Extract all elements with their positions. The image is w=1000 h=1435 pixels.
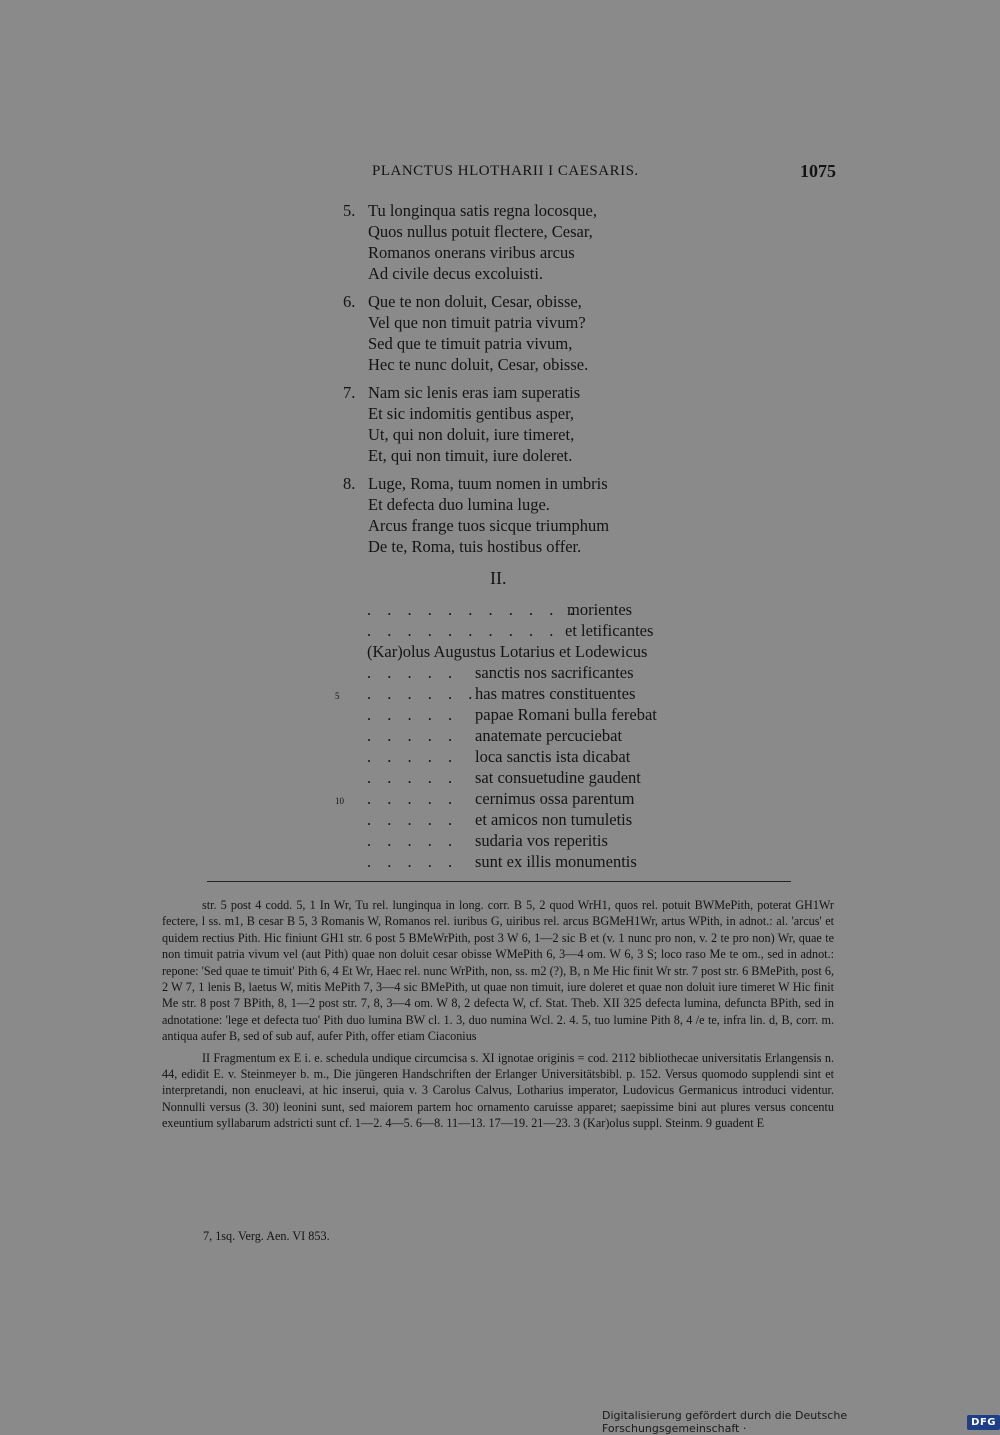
poem-planctus xyxy=(343,200,673,564)
verse-line xyxy=(343,333,673,354)
lacuna-dots: . . . . . . . . . . . xyxy=(367,600,580,619)
verse-line xyxy=(343,242,673,263)
fragment-line xyxy=(335,620,705,641)
fragment-line xyxy=(335,683,705,704)
verse-text: Et sic indomitis gentibus asper, xyxy=(368,404,575,423)
fragment-text: anatemate percuciebat xyxy=(475,726,623,745)
stanza xyxy=(343,200,673,284)
apparatus-paragraph: str. 5 post 4 codd. 5, 1 In Wr, Tu rel. lunginqua in long. corr. B 5, 2 quod WrH1, quos rel. potuit BWMePith, poterat GH1Wr fectere, l ss. m1, B cesar B 5, 3 Romanis W, Romanos rel. iuribus G, uiribus rel. arcus BGMeH1Wr, artus WPith, in adnot.: al. 'arcus' et quidem rectius Pith. Hic finiunt GH1 str. 6 post 5 BMeWrPith, post 3 W 6, 1—2 sic B et (v. 1 nunc pro non, v. 2 te pro non) Wr, quae te non timuit patria vivum vel (aut Pith) quae non doluit cesar obisse WMePith 6, 3—4 om. W 6, 3 S; loco raso Me te om., sed in adnot.: repone: 'Sed quae te timuit' Pith 6, 4 Et Wr, Haec rel. nunc WrPith, non, ss. m2 (?), B, n Me Hic finit Wr str. 7 post str. 6 BMePith, post 6, 2 W 7, 1 lenis B, laetus W, mitis MePith 7, 3—4 sic BMePith, ut quae non timuit, iure doleret et quae non doluit iure timeret W Hic finit Me str. 8 post 7 BPith, 8, 1—2 post str. 7, 8, 3—4 om. W 8, 2 defecta W, cf. Stat. Theb. XII 325 defecta lumina, defuncta BPith, sed in adnotatione: 'lege et defecta tuo' Pith duo lumina BW cl. 1. 3, duo numina Wcl. 2. 4. 5, tuo lumine Pith 8, 4 /e te, infra lin. d, B, corr. m. antiqua aufer B, sed of sub auf, aufer Pith, offer etiam Ciaconius xyxy=(162,898,834,1044)
verse-text: Ad civile decus excoluisti. xyxy=(368,264,544,283)
verse-line xyxy=(343,382,673,403)
verse-text: Quos nullus potuit flectere, Cesar, xyxy=(368,222,593,241)
verse-text: Vel que non timuit patria vivum? xyxy=(368,313,586,332)
lacuna-dots: . . . . . xyxy=(367,810,459,829)
dfg-banner[interactable] xyxy=(602,1409,1000,1435)
lacuna-dots: . . . . . xyxy=(367,747,459,766)
verse-line xyxy=(343,354,673,375)
fragment-line xyxy=(335,746,705,767)
running-title: PLANCTUS HLOTHARII I CAESARIS. xyxy=(372,163,639,179)
lacuna-dots: . . . . . xyxy=(367,789,459,808)
fragment-text: morientes xyxy=(567,600,633,619)
apparatus-paragraph: II Fragmentum ex E i. e. schedula undique circumcisa s. XI ignotae originis = cod. 2112 bibliothecae universitatis Erlangensis n. 44, edidit E. v. Steinmeyer b. m., Die jüngeren Handschriften der Erlanger Universitätsbibl. p. 152. Versus quomodo supplendi sint et interpretandi, non enucleavi, at hic inserui, quia v. 3 Carolus Calvus, Lotharius imperator, Ludovicus Germanicus introduci videntur. Nonnulli versus (3. 30) leonini sunt, sed maiorem partem hoc ornamento caruisse apparet; saepissime bini aut plures versus concentu exeuntium syllabarum adstricti sunt cf. 1—2. 4—5. 6—8. 11—13. 17—19. 21—23. 3 (Kar)olus suppl. Steinm. 9 guadent E xyxy=(162,1050,834,1131)
fragment-line xyxy=(335,767,705,788)
lacuna-dots: . . . . . xyxy=(367,663,459,682)
fragment-line xyxy=(335,809,705,830)
fragment-text: papae Romani bulla ferebat xyxy=(475,705,657,724)
stanza xyxy=(343,382,673,466)
fragment-text: sanctis nos sacrificantes xyxy=(475,663,634,682)
verse-text: Et defecta duo lumina luge. xyxy=(368,495,550,514)
lacuna-dots: . . . . . . . . . . xyxy=(367,621,560,640)
verse-text: Nam sic lenis eras iam superatis xyxy=(368,383,581,402)
verse-text: Ut, qui non doluit, iure timeret, xyxy=(368,425,575,444)
fragment-text: sudaria vos reperitis xyxy=(475,831,608,850)
fragment-line xyxy=(335,725,705,746)
fragment-line xyxy=(335,641,705,662)
stanza-number: 5. xyxy=(343,201,356,220)
stanza xyxy=(343,473,673,557)
verse-line xyxy=(343,221,673,242)
verse-text: Hec te nunc doluit, Cesar, obisse. xyxy=(368,355,589,374)
fragment-line xyxy=(335,788,705,809)
lacuna-dots: . . . . . xyxy=(367,852,459,871)
fragment-text: et amicos non tumuletis xyxy=(475,810,633,829)
verse-text: Sed que te timuit patria vivum, xyxy=(368,334,573,353)
verse-line xyxy=(343,536,673,557)
line-number: 10 xyxy=(335,796,344,806)
lacuna-dots: . . . . . xyxy=(367,768,459,787)
lacuna-dots: . . . . . xyxy=(367,831,459,850)
fragment-text: sat consuetudine gaudent xyxy=(475,768,641,787)
page-number: 1075 xyxy=(800,161,836,181)
verse-line xyxy=(343,494,673,515)
lacuna-dots: . . . . . xyxy=(367,705,459,724)
fragment-line xyxy=(335,599,705,620)
dfg-banner-text: Digitalisierung gefördert durch die Deutsche Forschungsgemeinschaft · xyxy=(602,1409,848,1435)
verse-line xyxy=(343,312,673,333)
verse-line xyxy=(343,424,673,445)
verse-text: Arcus frange tuos sicque triumphum xyxy=(368,516,610,535)
stanza-number: 8. xyxy=(343,474,356,493)
verse-line xyxy=(343,403,673,424)
fragment-line xyxy=(335,830,705,851)
stanza-number: 6. xyxy=(343,292,356,311)
fragment-text: sunt ex illis monumentis xyxy=(475,852,637,871)
lacuna-dots: . . . . . xyxy=(367,726,459,745)
verse-text: Tu longinqua satis regna locosque, xyxy=(368,201,597,220)
verse-line xyxy=(343,515,673,536)
fragment-verses xyxy=(335,599,705,872)
verse-text: Luge, Roma, tuum nomen in umbris xyxy=(368,474,608,493)
verse-text: Et, qui non timuit, iure doleret. xyxy=(368,446,573,465)
fragment-text: (Kar)olus Augustus Lotarius et Lodewicus xyxy=(367,642,648,661)
fragment-line xyxy=(335,704,705,725)
footnote-rule xyxy=(207,881,791,882)
fragment-text: cernimus ossa parentum xyxy=(475,789,635,808)
verse-line xyxy=(343,263,673,284)
fragment-text: loca sanctis ista dicabat xyxy=(475,747,631,766)
verse-text: De te, Roma, tuis hostibus offer. xyxy=(368,537,582,556)
fragment-text: et letificantes xyxy=(565,621,654,640)
critical-apparatus xyxy=(162,897,834,1137)
verse-line xyxy=(343,200,673,221)
line-number: 5 xyxy=(335,691,340,701)
verse-text: Que te non doluit, Cesar, obisse, xyxy=(368,292,582,311)
section-numeral: II. xyxy=(490,568,507,588)
stanza-number: 7. xyxy=(343,383,356,402)
source-note: 7, 1sq. Verg. Aen. VI 853. xyxy=(203,1229,330,1243)
dfg-logo-icon: DFG xyxy=(967,1415,1000,1430)
verse-line xyxy=(343,445,673,466)
verse-line xyxy=(343,291,673,312)
fragment-text: has matres constituentes xyxy=(475,684,636,703)
verse-text: Romanos onerans viribus arcus xyxy=(368,243,575,262)
stanza xyxy=(343,291,673,375)
lacuna-dots: . . . . . . xyxy=(367,684,479,703)
fragment-line xyxy=(335,851,705,872)
verse-line xyxy=(343,473,673,494)
fragment-line xyxy=(335,662,705,683)
